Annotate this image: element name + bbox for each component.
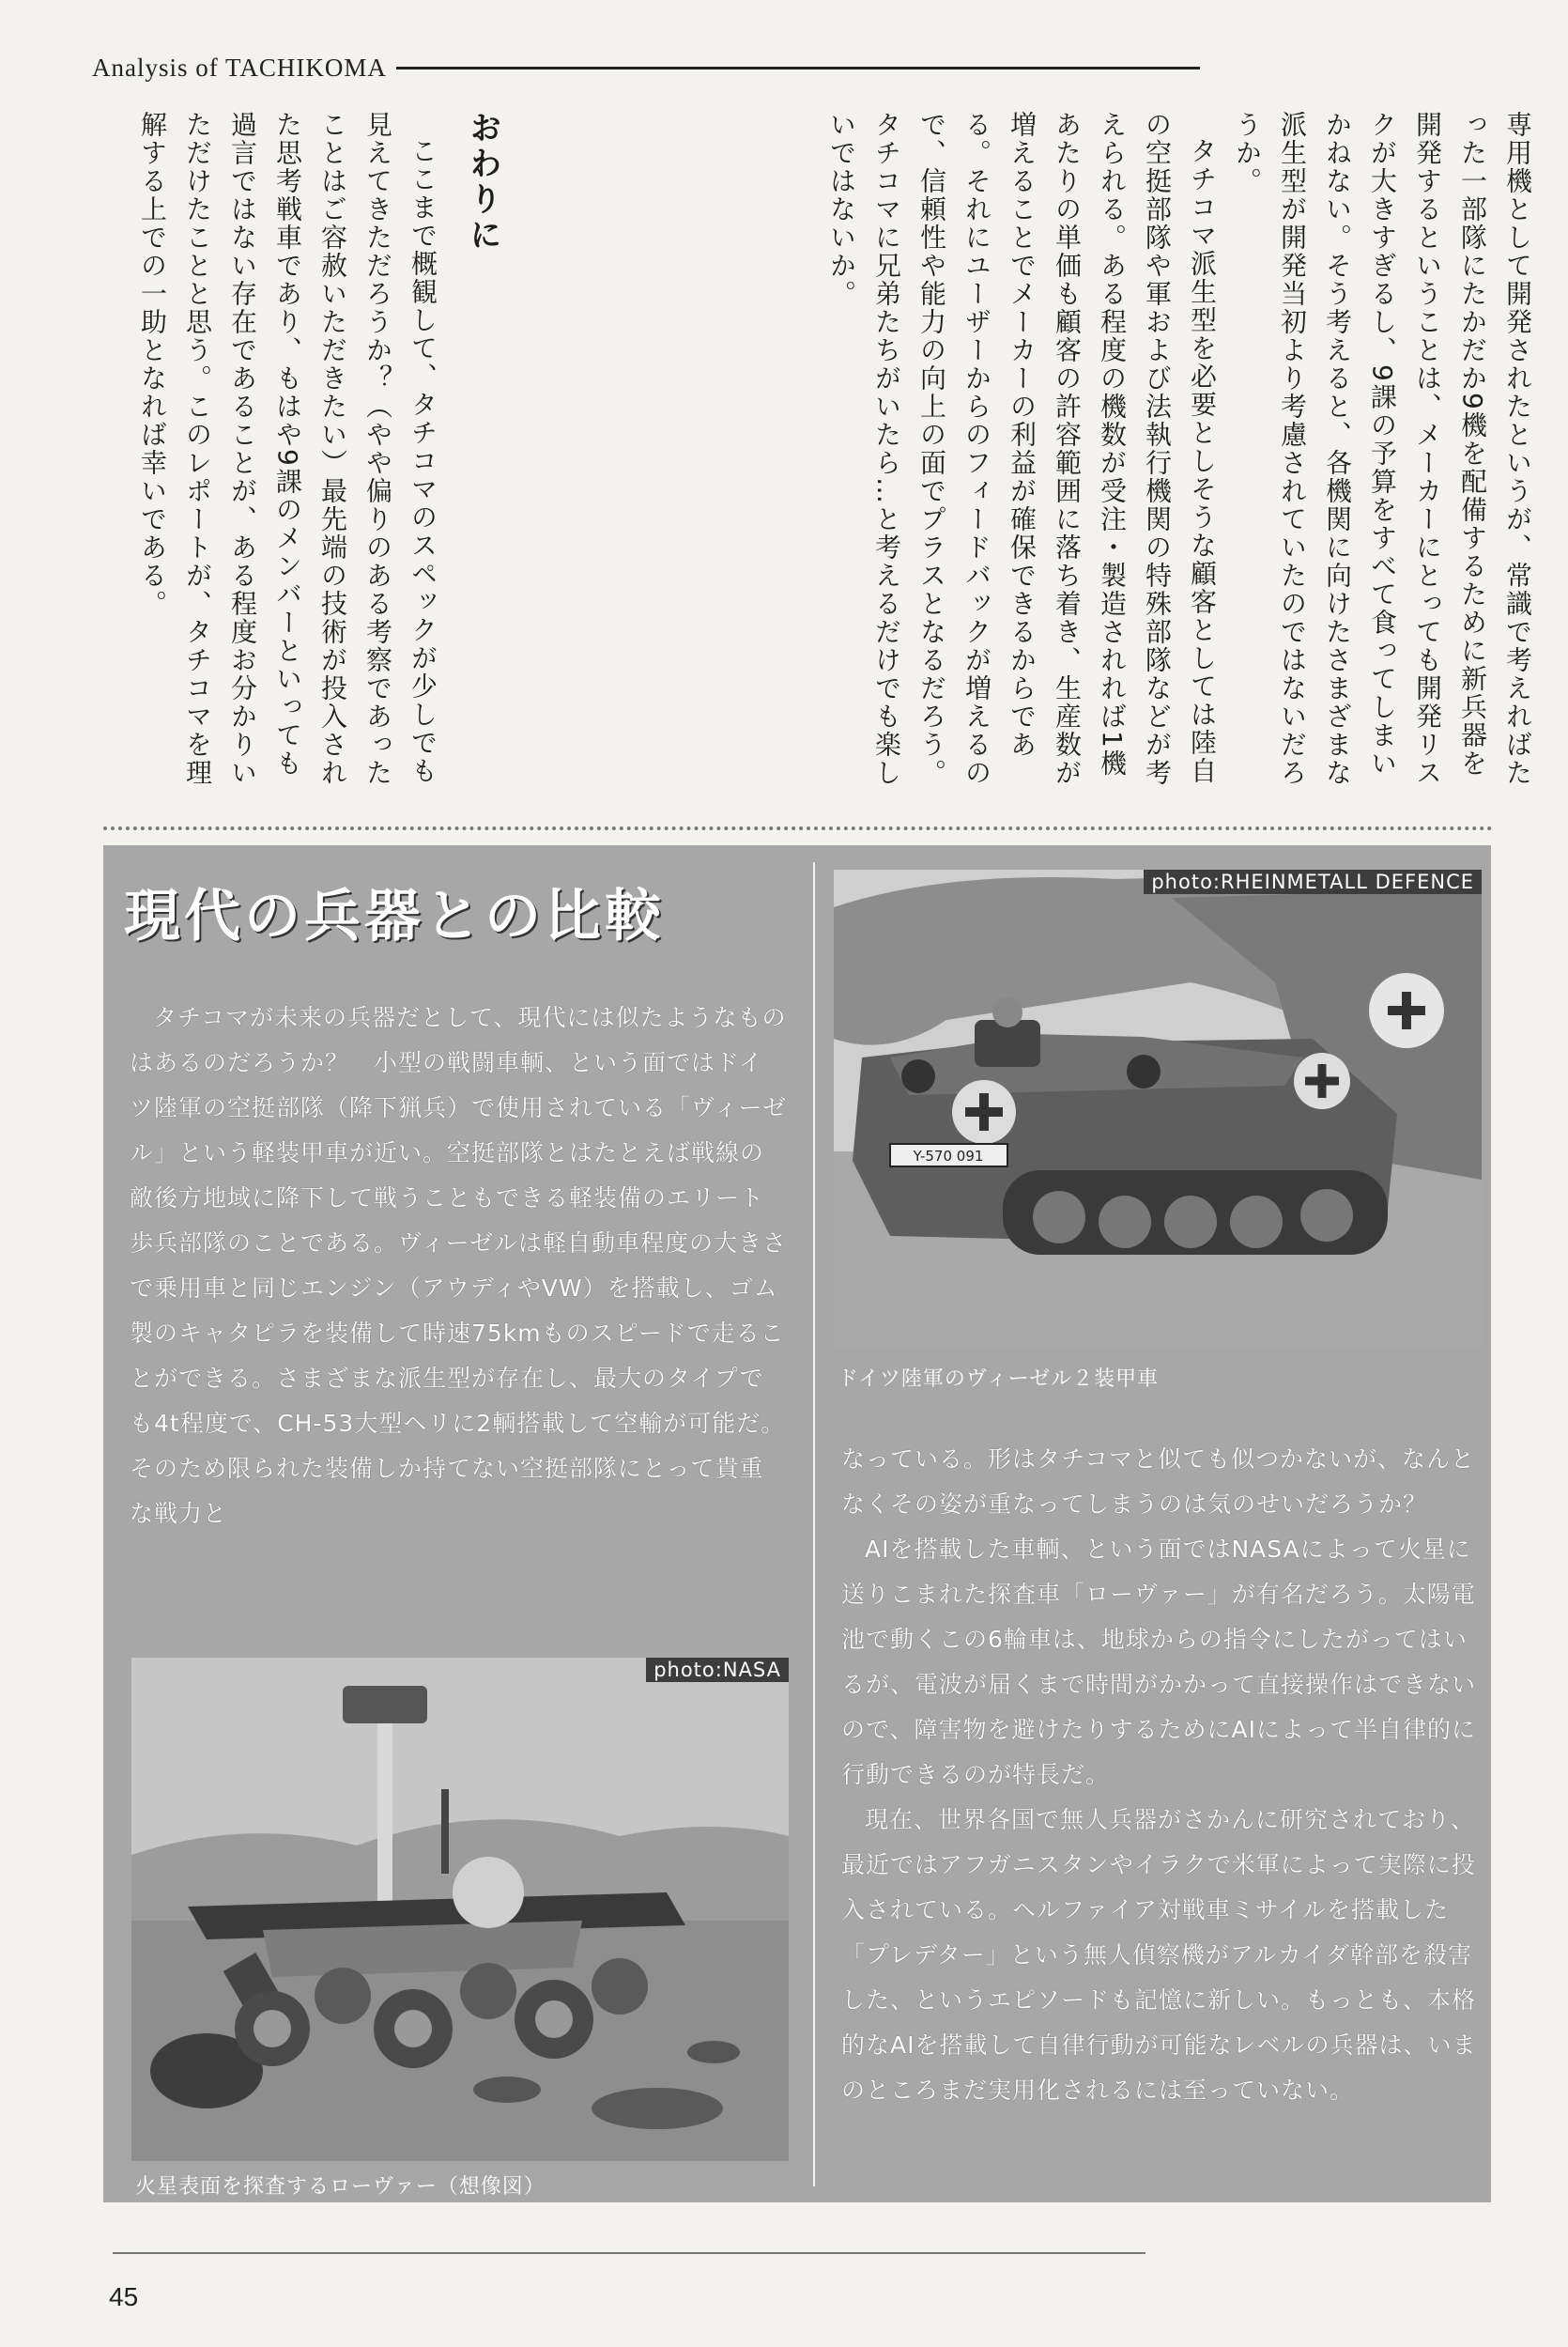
photo-credit-rheinmetall: photo:RHEINMETALL DEFENCE	[1144, 870, 1482, 894]
photo-credit-nasa: photo:NASA	[646, 1658, 789, 1682]
sidebar-text-right	[841, 1437, 1485, 2113]
header-rule	[396, 67, 1200, 69]
sidebar-paragraph-2: AIを搭載した車輌、という面ではNASAによって火星に送りこまれた探査車「ローヴァー」が有名だろう。太陽電池で動くこの6輪車は、地球からの指令にしたがってはいるが、電波が届くまで時間がかかって直接操作はできないので、障害物を避けたりするためにAIによって半自律的に行動できるのが特長だ。	[841, 1536, 1477, 1788]
sidebar-title: 現代の兵器との比較	[124, 884, 665, 950]
running-header	[92, 49, 1200, 86]
caption-rover: 火星表面を探査するローヴァー（想像図）	[135, 2175, 546, 2199]
rover-illustration	[131, 1658, 789, 2161]
footer-rule	[113, 2252, 1145, 2254]
sidebar-paragraph-3: 現在、世界各国で無人兵器がさかんに研究されており、最近ではアフガニスタンやイラクで米軍によって実際に投入されている。ヘルファイア対戦車ミサイルを搭載した「プレデター」という無人偵察機がアルカイダ幹部を殺害した、というエピソードも記憶に新しい。もっとも、本格的なAIを搭載して自律行動が可能なレベルの兵器は、いまのところまだ実用化されるには至っていない。	[841, 1806, 1477, 2104]
caption-tank: ドイツ陸軍のヴィーゼル２装甲車	[838, 1367, 1160, 1391]
sidebar-column-divider	[813, 862, 815, 2186]
sidebar-text-left	[130, 996, 787, 1536]
photo-wiesel-tank	[834, 870, 1482, 1347]
article-paragraph-2: タチコマ派生型を必要としそうな顧客としては陸自の空挺部隊や軍および法執行機関の特殊部隊などが考えられる。ある程度の機数が受注・製造されれば1機あたりの単価も顧客の許容範囲に落ち着き、生産数が増えることでメーカーの利益が確保できるからである。それにユーザーからのフィードバックが増えるので、信頼性や能力の向上の面でプラスとなるだろう。タチコマに兄弟たちがいたら…と考えるだけでも楽しいではないか。	[826, 111, 1218, 787]
conclusion-paragraph: ここまで概観して、タチコマのスペックが少しでも見えてきただろうか？（やや偏りのある考察であったことはご容赦いただきたい）最先端の技術が投入された思考戦車であり、もはや9課のメンバーといっても過言ではない存在であることが、ある程度お分かりいただけたことと思う。このレポートが、タチコマを理解する上での一助となれば幸いである。	[137, 111, 438, 787]
article-column-right	[601, 111, 1540, 801]
tank-illustration	[834, 870, 1482, 1347]
page-number: 45	[109, 2282, 139, 2311]
article-column-left	[100, 111, 505, 801]
sidebar-paragraph-1: タチコマが未来の兵器だとして、現代には似たようなものはあるのだろうか？ 小型の戦闘車輌、という面ではドイツ陸軍の空挺部隊（降下猟兵）で使用されている「ヴィーゼル」という軽装甲車が近い。空挺部隊とはたとえば戦線の敵後方地域に降下して戦うこともできる軽装備のエリート歩兵部隊のことである。ヴィーゼルは軽自動車程度の大きさで乗用車と同じエンジン（アウディやVW）を搭載し、ゴム製のキャタピラを装備して時速75kmものスピードで走ることができる。さまざまな派生型が存在し、最大のタイプでも4t程度で、CH-53大型ヘリに2輌搭載して空輸が可能だ。そのため限られた装備しか持てない空挺部隊にとって貴重な戦力と	[130, 1004, 788, 1527]
header-title: Analysis of TACHIKOMA	[92, 53, 387, 82]
sidebar-paragraph-cont: なっている。形はタチコマと似ても似つかないが、なんとなくその姿が重なってしまうのは気のせいだろうか？	[841, 1445, 1476, 1518]
tank-plate-text: Y-570 091	[913, 1148, 984, 1165]
section-divider	[103, 826, 1493, 830]
section-heading-conclusion: おわりに	[464, 111, 501, 254]
article-paragraph-cont: 専用機として開発されたというが、常識で考えればたった一部隊にたかだか9機を配備するために新兵器を開発するということは、メーカーにとっても開発リスクが大きすぎるし、9課の予算をすべて食ってしまいかねない。そう考えると、各機関に向けたさまざまな派生型が開発当初より考慮されていたのではないだろうか。	[1232, 111, 1533, 787]
photo-mars-rover	[131, 1658, 789, 2161]
